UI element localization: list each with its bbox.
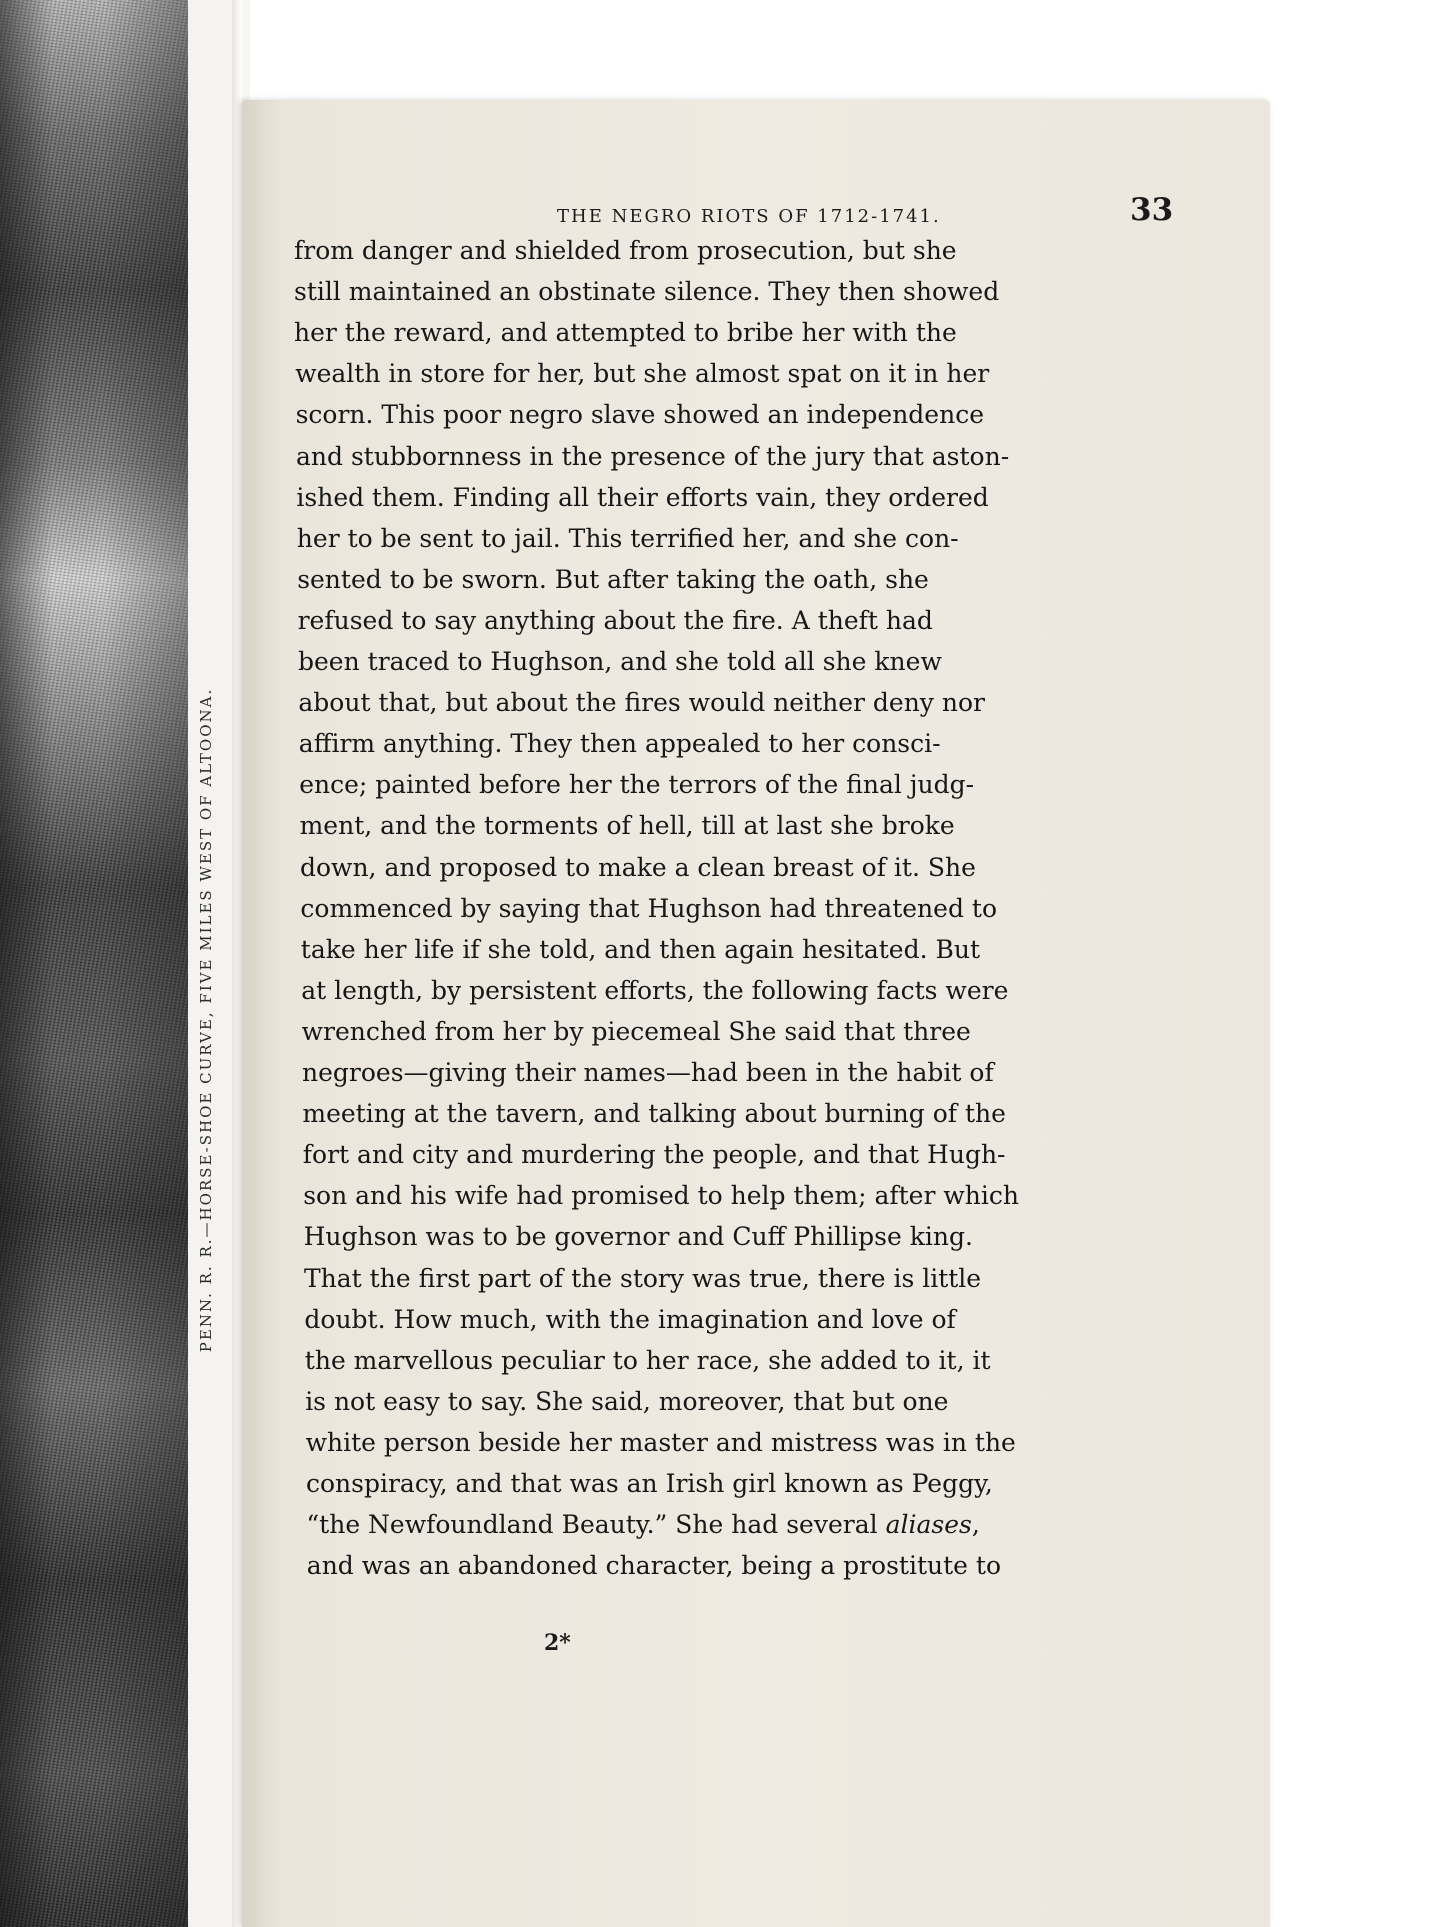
running-head: THE NEGRO RIOTS OF 1712-1741.: [557, 206, 941, 227]
text-line: ment, and the torments of hell, till at last she broke: [299, 811, 955, 841]
text-line: Hughson was to be governor and Cuff Phillipse king.: [303, 1222, 973, 1252]
text-line: at length, by persistent efforts, the following facts were: [301, 975, 1009, 1005]
text-line: and stubbornness in the presence of the jury that aston-: [296, 441, 1010, 471]
text-line: take her life if she told, and then again hesitated. But: [300, 934, 981, 964]
signature-mark: 2*: [544, 1630, 571, 1656]
text-line: white person beside her master and mistress was in the: [305, 1427, 1016, 1457]
left-page: [0, 0, 250, 1927]
text-line: her the reward, and attempted to bribe her with the: [294, 318, 957, 348]
text-line: wrenched from her by piecemeal She said that three: [301, 1016, 971, 1046]
text-line: her to be sent to jail. This terrified her, and she con-: [296, 523, 959, 553]
text-line: “the Newfoundland Beauty.” She had several aliases,: [306, 1510, 980, 1540]
engraving-shading: [0, 0, 188, 1927]
text-line: negroes—giving their names—had been in the habit of: [302, 1058, 994, 1087]
text-line: That the first part of the story was true, there is little: [304, 1263, 982, 1293]
text-line: sented to be sworn. But after taking the oath, she: [297, 564, 929, 594]
page-number: 33: [1130, 192, 1174, 228]
text-line: still maintained an obstinate silence. They then showed: [294, 277, 1000, 307]
text-line: affirm anything. They then appealed to her consci-: [298, 729, 941, 759]
text-line: conspiracy, and that was an Irish girl known as Peggy,: [306, 1469, 993, 1498]
text-line: commenced by saying that Hughson had threatened to: [300, 893, 997, 923]
text-page: [242, 100, 1270, 1927]
text-line: is not easy to say. She said, moreover, that but one: [305, 1386, 949, 1416]
text-line: about that, but about the fires would neither deny nor: [298, 688, 985, 718]
text-line: from danger and shielded from prosecution, but she: [294, 236, 957, 265]
page-header: [242, 192, 1270, 232]
text-line: been traced to Hughson, and she told all she knew: [298, 647, 942, 676]
page-edge: [232, 0, 242, 1927]
text-line: the marvellous peculiar to her race, she added to it, it: [304, 1345, 991, 1375]
text-line: wealth in store for her, but she almost spat on it in her: [295, 359, 990, 389]
plate-caption: PENN. R. R.—HORSE-SHOE CURVE, FIVE MILES WEST OF ALTOONA.: [197, 687, 215, 1353]
text-line: fort and city and murdering the people, and that Hugh-: [302, 1140, 1006, 1170]
text-line: refused to say anything about the fire. A theft had: [297, 605, 933, 635]
italic-word: aliases: [885, 1510, 972, 1540]
text-line: doubt. How much, with the imagination and love of: [304, 1304, 956, 1334]
text-line: ence; painted before her the terrors of the final judg-: [299, 770, 975, 800]
text-line: ished them. Finding all their efforts vain, they ordered: [296, 482, 989, 512]
text-line: down, and proposed to make a clean breast of it. She: [300, 852, 976, 882]
text-line: scorn. This poor negro slave showed an independence: [295, 400, 984, 430]
text-line: meeting at the tavern, and talking about burning of the: [302, 1099, 1006, 1129]
text-line: son and his wife had promised to help them; after which: [303, 1181, 1019, 1211]
text-line: and was an abandoned character, being a prostitute to: [306, 1551, 1002, 1581]
